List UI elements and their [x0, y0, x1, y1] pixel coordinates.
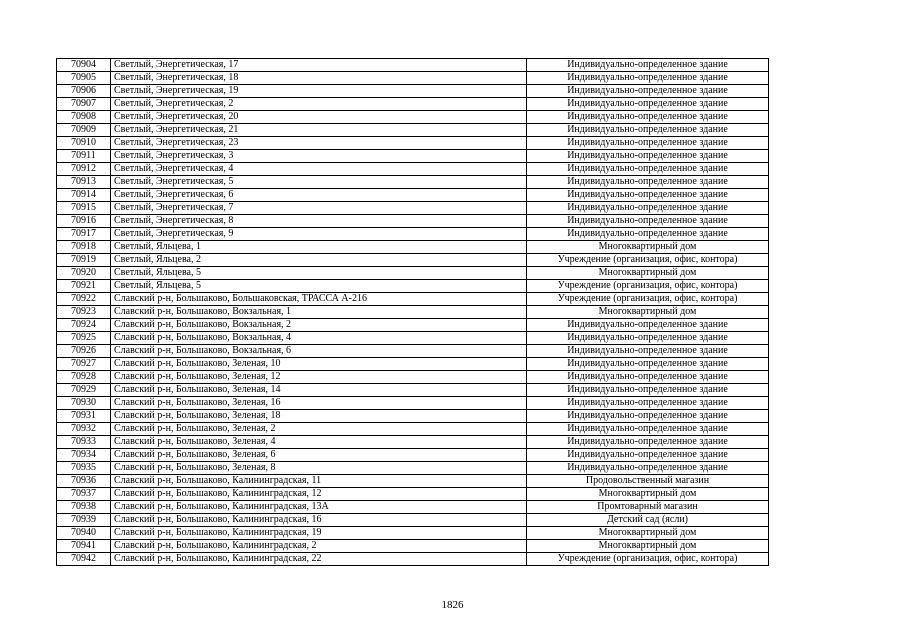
row-address-cell: Славский р-н, Большаково, Зеленая, 16 — [111, 397, 527, 410]
row-type-cell: Индивидуально-определенное здание — [527, 59, 769, 72]
row-address-cell: Светлый, Энергетическая, 6 — [111, 189, 527, 202]
row-id-cell: 70927 — [57, 358, 111, 371]
row-address-cell: Светлый, Энергетическая, 21 — [111, 124, 527, 137]
row-id-cell: 70917 — [57, 228, 111, 241]
row-id-cell: 70938 — [57, 501, 111, 514]
row-type-cell: Учреждение (организация, офис, контора) — [527, 293, 769, 306]
row-type-cell: Учреждение (организация, офис, контора) — [527, 553, 769, 566]
row-id-cell: 70919 — [57, 254, 111, 267]
row-id-cell: 70929 — [57, 384, 111, 397]
row-id-cell: 70931 — [57, 410, 111, 423]
row-type-cell: Продовольственный магазин — [527, 475, 769, 488]
row-type-cell: Индивидуально-определенное здание — [527, 332, 769, 345]
row-address-cell: Славский р-н, Большаково, Калининградская, 12 — [111, 488, 527, 501]
row-id-cell: 70934 — [57, 449, 111, 462]
row-id-cell: 70910 — [57, 137, 111, 150]
row-type-cell: Многоквартирный дом — [527, 267, 769, 280]
row-id-cell: 70935 — [57, 462, 111, 475]
row-address-cell: Славский р-н, Большаково, Калининградская, 13А — [111, 501, 527, 514]
table-row — [57, 501, 769, 514]
row-id-cell: 70920 — [57, 267, 111, 280]
row-type-cell: Учреждение (организация, офис, контора) — [527, 280, 769, 293]
row-id-cell: 70937 — [57, 488, 111, 501]
row-id-cell: 70925 — [57, 332, 111, 345]
row-id-cell: 70915 — [57, 202, 111, 215]
row-address-cell: Славский р-н, Большаково, Вокзальная, 4 — [111, 332, 527, 345]
row-id-cell: 70936 — [57, 475, 111, 488]
row-address-cell: Светлый, Яльцева, 1 — [111, 241, 527, 254]
table-row — [57, 488, 769, 501]
row-type-cell: Детский сад (ясли) — [527, 514, 769, 527]
row-address-cell: Славский р-н, Большаково, Калининградская, 22 — [111, 553, 527, 566]
row-id-cell: 70918 — [57, 241, 111, 254]
table-row — [57, 228, 769, 241]
row-address-cell: Светлый, Энергетическая, 20 — [111, 111, 527, 124]
table-row — [57, 449, 769, 462]
row-type-cell: Многоквартирный дом — [527, 527, 769, 540]
row-id-cell: 70930 — [57, 397, 111, 410]
row-address-cell: Светлый, Энергетическая, 8 — [111, 215, 527, 228]
row-type-cell: Индивидуально-определенное здание — [527, 72, 769, 85]
row-id-cell: 70913 — [57, 176, 111, 189]
row-id-cell: 70921 — [57, 280, 111, 293]
table-row — [57, 111, 769, 124]
row-address-cell: Светлый, Энергетическая, 5 — [111, 176, 527, 189]
table-row — [57, 59, 769, 72]
table-row — [57, 215, 769, 228]
row-type-cell: Индивидуально-определенное здание — [527, 163, 769, 176]
row-address-cell: Светлый, Энергетическая, 2 — [111, 98, 527, 111]
row-address-cell: Светлый, Энергетическая, 23 — [111, 137, 527, 150]
row-id-cell: 70924 — [57, 319, 111, 332]
row-type-cell: Индивидуально-определенное здание — [527, 124, 769, 137]
table-row — [57, 163, 769, 176]
table-row — [57, 358, 769, 371]
row-address-cell: Славский р-н, Большаково, Зеленая, 2 — [111, 423, 527, 436]
row-address-cell: Светлый, Энергетическая, 19 — [111, 85, 527, 98]
row-address-cell: Светлый, Энергетическая, 9 — [111, 228, 527, 241]
row-address-cell: Славский р-н, Большаково, Вокзальная, 2 — [111, 319, 527, 332]
row-id-cell: 70941 — [57, 540, 111, 553]
table-row — [57, 293, 769, 306]
row-id-cell: 70942 — [57, 553, 111, 566]
row-address-cell: Светлый, Яльцева, 5 — [111, 267, 527, 280]
table-row — [57, 475, 769, 488]
row-type-cell: Индивидуально-определенное здание — [527, 345, 769, 358]
row-id-cell: 70939 — [57, 514, 111, 527]
row-address-cell: Светлый, Энергетическая, 18 — [111, 72, 527, 85]
row-type-cell: Многоквартирный дом — [527, 540, 769, 553]
row-type-cell: Многоквартирный дом — [527, 241, 769, 254]
table-row — [57, 540, 769, 553]
row-id-cell: 70906 — [57, 85, 111, 98]
row-id-cell: 70909 — [57, 124, 111, 137]
row-type-cell: Индивидуально-определенное здание — [527, 397, 769, 410]
row-id-cell: 70914 — [57, 189, 111, 202]
row-address-cell: Светлый, Энергетическая, 3 — [111, 150, 527, 163]
table-row — [57, 514, 769, 527]
table-row — [57, 280, 769, 293]
table-row — [57, 410, 769, 423]
table-row — [57, 137, 769, 150]
row-type-cell: Индивидуально-определенное здание — [527, 371, 769, 384]
table-row — [57, 462, 769, 475]
row-address-cell: Славский р-н, Большаково, Большаковская, ТРАССА А-216 — [111, 293, 527, 306]
row-id-cell: 70916 — [57, 215, 111, 228]
row-type-cell: Индивидуально-определенное здание — [527, 150, 769, 163]
row-id-cell: 70928 — [57, 371, 111, 384]
row-type-cell: Промтоварный магазин — [527, 501, 769, 514]
row-type-cell: Индивидуально-определенное здание — [527, 202, 769, 215]
row-id-cell: 70904 — [57, 59, 111, 72]
table-row — [57, 319, 769, 332]
row-address-cell: Славский р-н, Большаково, Зеленая, 4 — [111, 436, 527, 449]
row-address-cell: Славский р-н, Большаково, Зеленая, 10 — [111, 358, 527, 371]
row-type-cell: Индивидуально-определенное здание — [527, 228, 769, 241]
row-type-cell: Индивидуально-определенное здание — [527, 85, 769, 98]
row-address-cell: Светлый, Яльцева, 2 — [111, 254, 527, 267]
row-id-cell: 70922 — [57, 293, 111, 306]
table-row — [57, 176, 769, 189]
row-id-cell: 70911 — [57, 150, 111, 163]
table-row — [57, 254, 769, 267]
table-row — [57, 150, 769, 163]
row-type-cell: Индивидуально-определенное здание — [527, 449, 769, 462]
row-id-cell: 70907 — [57, 98, 111, 111]
table-row — [57, 345, 769, 358]
row-address-cell: Славский р-н, Большаково, Зеленая, 8 — [111, 462, 527, 475]
row-id-cell: 70932 — [57, 423, 111, 436]
registry-table-body — [57, 59, 769, 566]
page-number: 1826 — [441, 599, 464, 611]
row-address-cell: Славский р-н, Большаково, Калининградская, 11 — [111, 475, 527, 488]
row-address-cell: Славский р-н, Большаково, Калининградская, 2 — [111, 540, 527, 553]
row-type-cell: Многоквартирный дом — [527, 306, 769, 319]
row-id-cell: 70908 — [57, 111, 111, 124]
row-type-cell: Индивидуально-определенное здание — [527, 358, 769, 371]
row-address-cell: Славский р-н, Большаково, Зеленая, 12 — [111, 371, 527, 384]
row-address-cell: Славский р-н, Большаково, Зеленая, 18 — [111, 410, 527, 423]
row-type-cell: Индивидуально-определенное здание — [527, 98, 769, 111]
row-type-cell: Индивидуально-определенное здание — [527, 436, 769, 449]
row-type-cell: Многоквартирный дом — [527, 488, 769, 501]
row-id-cell: 70926 — [57, 345, 111, 358]
row-address-cell: Славский р-н, Большаково, Калининградская, 19 — [111, 527, 527, 540]
table-row — [57, 85, 769, 98]
row-id-cell: 70940 — [57, 527, 111, 540]
table-row — [57, 553, 769, 566]
table-row — [57, 241, 769, 254]
table-row — [57, 332, 769, 345]
row-id-cell: 70933 — [57, 436, 111, 449]
table-row — [57, 423, 769, 436]
table-row — [57, 202, 769, 215]
row-type-cell: Индивидуально-определенное здание — [527, 410, 769, 423]
row-address-cell: Славский р-н, Большаково, Вокзальная, 1 — [111, 306, 527, 319]
row-type-cell: Индивидуально-определенное здание — [527, 137, 769, 150]
row-type-cell: Индивидуально-определенное здание — [527, 319, 769, 332]
row-type-cell: Индивидуально-определенное здание — [527, 189, 769, 202]
row-type-cell: Индивидуально-определенное здание — [527, 176, 769, 189]
row-address-cell: Светлый, Яльцева, 5 — [111, 280, 527, 293]
row-type-cell: Индивидуально-определенное здание — [527, 111, 769, 124]
table-row — [57, 98, 769, 111]
row-type-cell: Индивидуально-определенное здание — [527, 462, 769, 475]
table-row — [57, 397, 769, 410]
row-id-cell: 70912 — [57, 163, 111, 176]
row-address-cell: Светлый, Энергетическая, 4 — [111, 163, 527, 176]
row-id-cell: 70923 — [57, 306, 111, 319]
table-row — [57, 267, 769, 280]
row-type-cell: Индивидуально-определенное здание — [527, 215, 769, 228]
row-address-cell: Славский р-н, Большаково, Калининградская, 16 — [111, 514, 527, 527]
row-type-cell: Индивидуально-определенное здание — [527, 384, 769, 397]
table-row — [57, 124, 769, 137]
table-row — [57, 189, 769, 202]
table-row — [57, 384, 769, 397]
table-row — [57, 72, 769, 85]
row-address-cell: Славский р-н, Большаково, Зеленая, 6 — [111, 449, 527, 462]
building-registry-table — [56, 58, 769, 566]
row-id-cell: 70905 — [57, 72, 111, 85]
row-type-cell: Учреждение (организация, офис, контора) — [527, 254, 769, 267]
table-row — [57, 306, 769, 319]
row-address-cell: Светлый, Энергетическая, 7 — [111, 202, 527, 215]
table-row — [57, 436, 769, 449]
row-address-cell: Славский р-н, Большаково, Зеленая, 14 — [111, 384, 527, 397]
row-address-cell: Светлый, Энергетическая, 17 — [111, 59, 527, 72]
row-type-cell: Индивидуально-определенное здание — [527, 423, 769, 436]
table-row — [57, 371, 769, 384]
table-row — [57, 527, 769, 540]
row-address-cell: Славский р-н, Большаково, Вокзальная, 6 — [111, 345, 527, 358]
